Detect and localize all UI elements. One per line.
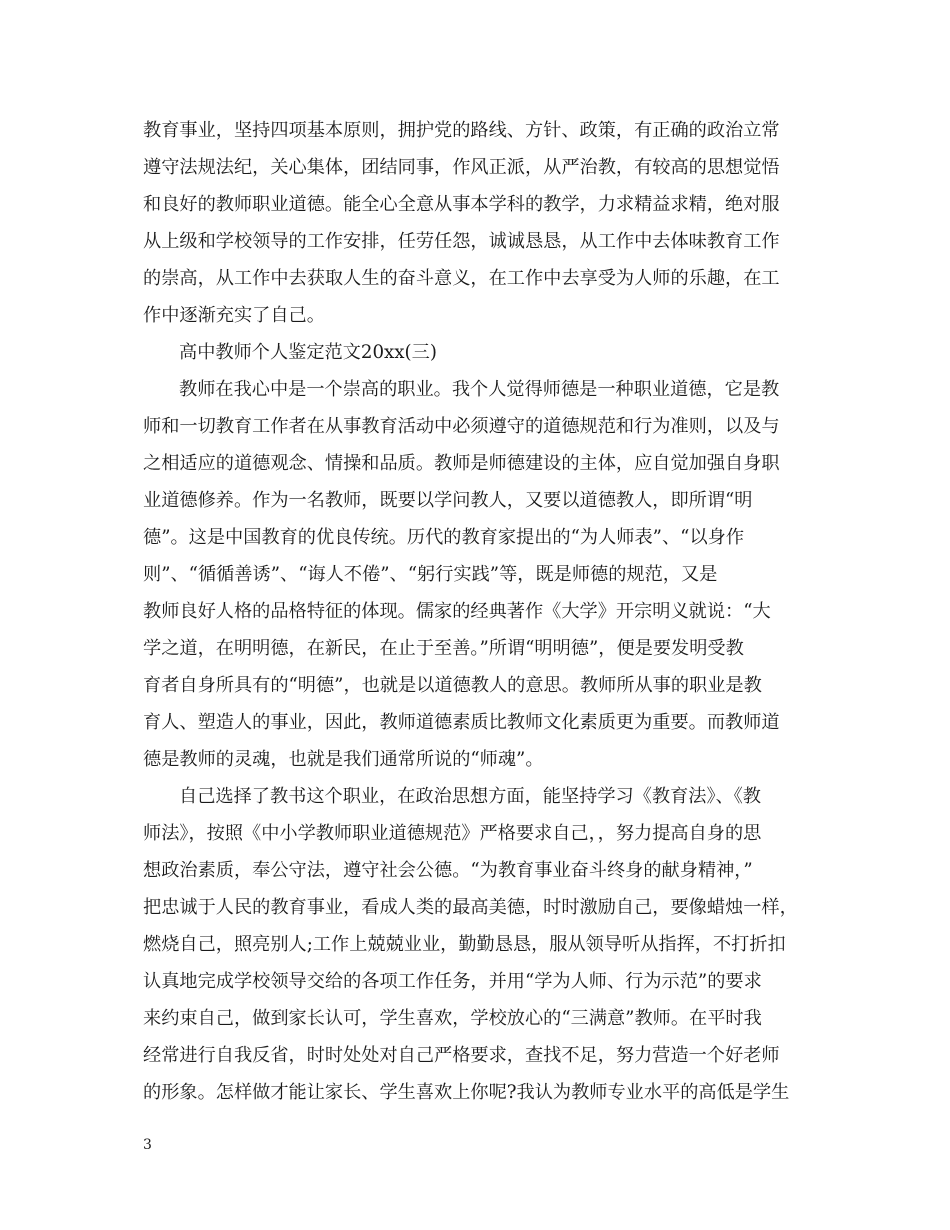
text-line: 想政治素质，奉公守法，遵守社会公德。“为教育事业奋斗终身的献身精神，” [143,860,753,881]
text-line: 自己选择了教书这个职业，在政治思想方面，能坚持学习《教育法》、《教 [179,786,761,807]
text-line: 高中教师个人鉴定范文20xx(三) [179,342,437,363]
text-line: 作中逐渐充实了自己。 [143,305,325,326]
text-line: 师法》，按照《中小学教师职业道德规范》严格要求自己，，努力提高自身的思 [143,823,762,844]
text-line: 的崇高，从工作中去获取人生的奋斗意义，在工作中去享受为人师的乐趣，在工 [143,268,780,289]
text-line: 认真地完成学校领导交给的各项工作任务，并用“学为人师、行为示范”的要求 [143,971,762,992]
text-line: 教师良好人格的品格特征的体现。儒家的经典著作《大学》开宗明义就说：“大 [143,601,771,622]
body-text [143,112,813,1111]
text-line: 遵守法规法纪，关心集体，团结同事，作风正派，从严治教，有较高的思想觉悟 [143,157,780,178]
text-line: 经常进行自我反省，时时处处对自己严格要求，查找不足，努力营造一个好老师 [143,1045,780,1066]
text-line: 的形象。怎样做才能让家长、学生喜欢上你呢?我认为教师专业水平的高低是学生 [143,1082,790,1103]
text-line: 之相适应的道德观念、情操和品质。教师是师德建设的主体，应自觉加强自身职 [143,453,780,474]
text-line: 育者自身所具有的“明德”，也就是以道德教人的意思。教师所从事的职业是教 [143,675,762,696]
text-line: 业道德修养。作为一名教师，既要以学问教人，又要以道德教人，即所谓“明 [143,490,753,511]
text-line: 师和一切教育工作者在从事教育活动中必须遵守的道德规范和行为准则，以及与 [143,416,780,437]
text-line: 学之道，在明明德，在新民，在止于至善。”所谓“明明德”，便是要发明受教 [143,638,744,659]
text-line: 德”。这是中国教育的优良传统。历代的教育家提出的“为人师表”、“以身作 [143,527,745,548]
text-line: 把忠诚于人民的教育事业，看成人类的最高美德，时时激励自己，要像蜡烛一样， [143,897,798,918]
text-line: 育人、塑造人的事业，因此，教师道德素质比教师文化素质更为重要。而教师道 [143,712,780,733]
text-line: 来约束自己，做到家长认可，学生喜欢，学校放心的“三满意”教师。在平时我 [143,1008,762,1029]
text-line: 从上级和学校领导的工作安排，任劳任怨，诚诚恳恳，从工作中去体味教育工作 [143,231,780,252]
text-line: 则”、“循循善诱”、“诲人不倦”、“躬行实践”等，既是师德的规范，又是 [143,564,718,585]
page-number: 3 [143,1137,152,1153]
text-line: 和良好的教师职业道德。能全心全意从事本学科的教学，力求精益求精，绝对服 [143,194,780,215]
text-line: 德是教师的灵魂，也就是我们通常所说的“师魂”。 [143,749,544,770]
text-line: 教师在我心中是一个崇高的职业。我个人觉得师德是一种职业道德，它是教 [179,379,780,400]
text-line: 教育事业，坚持四项基本原则，拥护党的路线、方针、政策，有正确的政治立常 [143,120,780,141]
text-line: 燃烧自己，照亮别人;工作上兢兢业业，勤勤恳恳，服从领导听从指挥，不打折扣 [143,934,786,955]
